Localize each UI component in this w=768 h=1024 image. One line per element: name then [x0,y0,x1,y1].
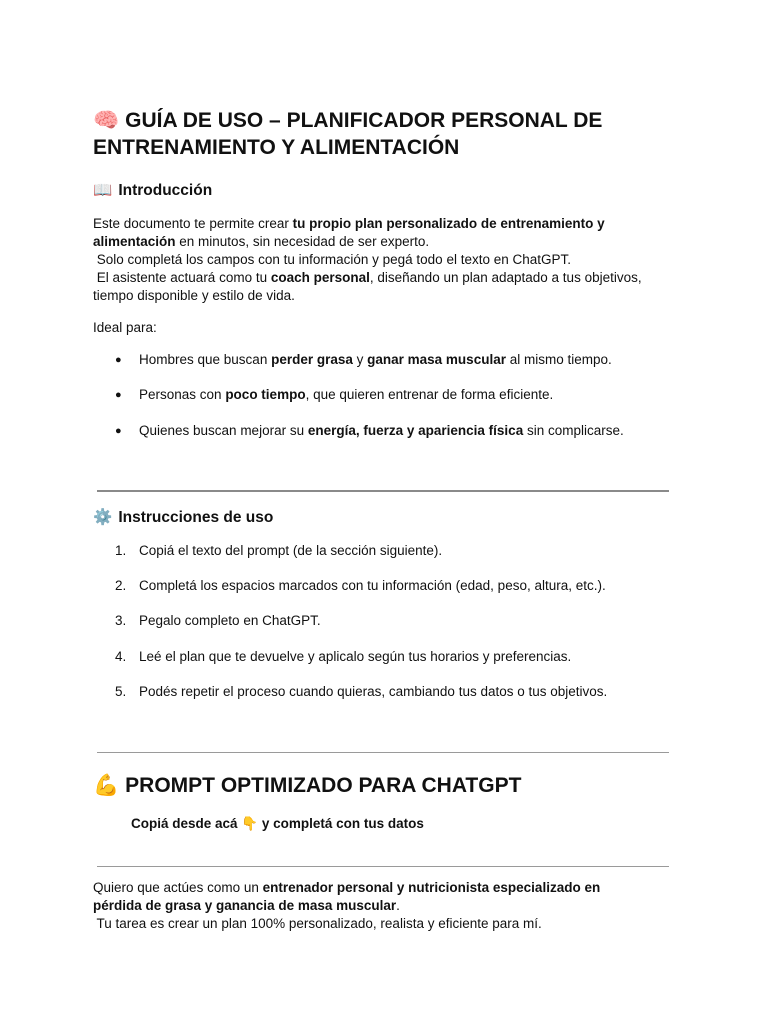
intro-bold-text: tu propio plan personalizado de entrenamiento y [292,216,605,231]
prompt-subheading [131,815,424,833]
bullet-text: al mismo tiempo. [505,352,612,367]
bullet-bold-text: poco tiempo [225,387,306,402]
bullet-text: Quienes buscan mejorar su [139,423,308,438]
bullet-icon: ● [115,354,122,366]
step-number: 3. [115,613,127,628]
intro-heading-text: Introducción [118,182,213,199]
flexed-biceps-icon: 💪 [93,773,120,797]
prompt-bold-text: pérdida de grasa y ganancia de masa muscular [93,898,397,913]
step-number: 2. [115,578,127,593]
title-line-1: GUÍA DE USO – PLANIFICADOR PERSONAL DE [125,109,603,132]
title-line-2: ENTRENAMIENTO Y ALIMENTACIÓN [93,136,460,159]
bullet-bold-text: perder grasa [271,352,353,367]
intro-text: en minutos, sin necesidad de ser experto. [175,234,430,249]
bullet-text: sin complicarse. [523,423,624,438]
intro-bold-text: coach personal [270,270,370,285]
step-text: Copiá el texto del prompt (de la sección siguiente). [139,543,443,558]
bullet-bold-text: energía, fuerza y apariencia física [307,423,524,438]
step-number: 1. [115,543,127,558]
step-text: Leé el plan que te devuelve y aplicalo según tus horarios y preferencias. [139,649,572,664]
intro-text: El asistente actuará como tu [93,270,271,285]
prompt-text: Quiero que actúes como un [93,880,263,895]
step-number: 4. [115,649,127,664]
prompt-paragraph [93,879,693,933]
step-text: Pegalo completo en ChatGPT. [139,613,321,628]
bullet-bold-text: ganar masa muscular [367,352,506,367]
brain-icon: 🧠 [93,108,120,132]
bullet-icon: ● [115,389,122,401]
intro-heading [93,180,212,201]
document-title [93,107,693,161]
intro-text: tiempo disponible y estilo de vida. [93,288,295,303]
subheading-text: y completá con tus datos [258,816,424,831]
intro-text: Solo completá los campos con tu información y pegá todo el texto en ChatGPT. [93,252,572,267]
bullet-text: Hombres que buscan [139,352,272,367]
book-icon: 📖 [93,181,113,199]
prompt-text: Tu tarea es crear un plan 100% personalizado, realista y eficiente para mí. [93,916,542,931]
bullet-icon: ● [115,425,122,437]
bullet-text: , que quieren entrenar de forma eficiente. [305,387,554,402]
section-divider [97,752,669,753]
prompt-heading-text: PROMPT OPTIMIZADO PARA CHATGPT [125,774,522,797]
step-text: Podés repetir el proceso cuando quieras, cambiando tus datos o tus objetivos. [139,684,608,699]
bullet-text: Personas con [139,387,226,402]
intro-paragraph [93,215,693,305]
prompt-heading [93,772,521,799]
section-divider [97,490,669,492]
instructions-heading-text: Instrucciones de uso [118,509,274,526]
subheading-text: Copiá desde acá [131,816,242,831]
step-number: 5. [115,684,127,699]
gear-icon: ⚙️ [93,508,113,526]
step-text: Completá los espacios marcados con tu información (edad, peso, altura, etc.). [139,578,606,593]
intro-text: , diseñando un plan adaptado a tus objetivos, [369,270,642,285]
instructions-heading [93,507,273,528]
intro-text: Este documento te permite crear [93,216,293,231]
section-divider [97,866,669,867]
intro-bold-text: alimentación [93,234,176,249]
pointing-down-icon: 👇 [241,816,259,832]
prompt-bold-text: entrenador personal y nutricionista especializado en [262,880,601,895]
bullet-text: y [352,352,368,367]
prompt-text: . [396,898,400,913]
ideal-label: Ideal para: [93,320,157,335]
